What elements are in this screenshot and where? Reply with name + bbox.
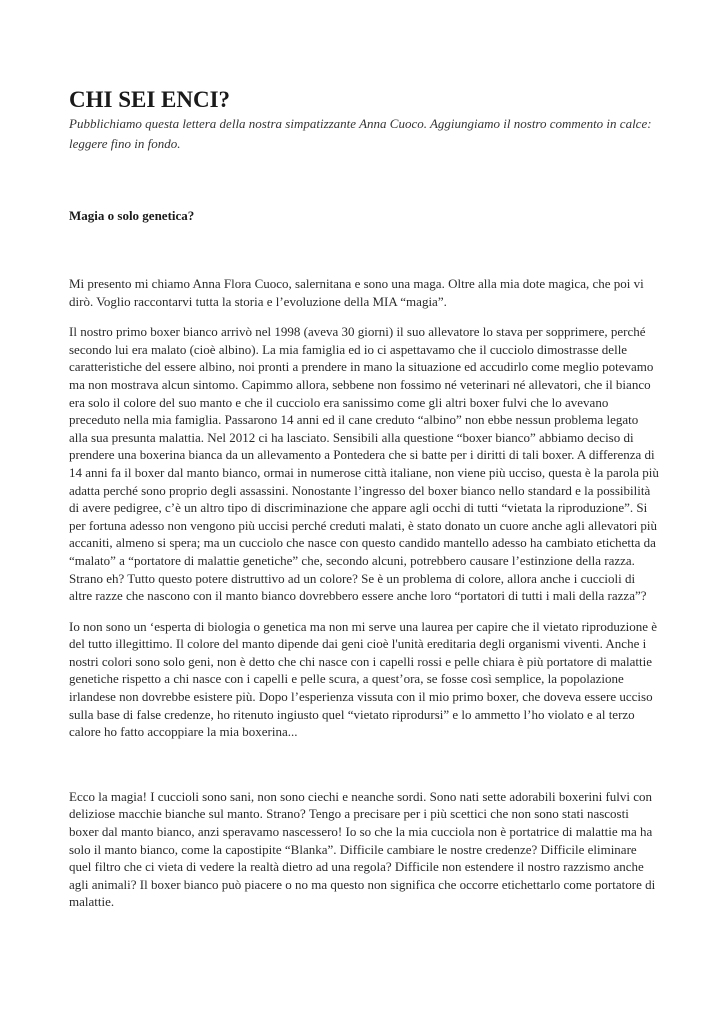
- intro-note: Pubblichiamo questa lettera della nostra simpatizzante Anna Cuoco. Aggiungiamo il nostro commento in calce: leggere fino in fondo.: [69, 116, 652, 151]
- page-title: CHI SEI ENCI?: [69, 87, 231, 112]
- paragraph-magic: Ecco la magia! I cuccioli sono sani, non sono ciechi e neanche sordi. Sono nati sette adorabili boxerini fulvi con deliziose macchie bianche sul manto. Strano? Tengo a precisare per i più scettici che non sono stati nascosti boxer dal manto bianco, anzi speravamo nascessero! Io so che la mia cucciola non è portatrice di malattie ma ha solo il manto bianco, come la capostipite “Blanka”. Difficile cambiare le nostre credenze? Difficile eliminare quel filtro che ci vieta di vedere la realtà dietro ad una regola? Difficile non estendere il nostro razzismo anche agli animali? Il boxer bianco può piacere o no ma questo non significa che occorre etichettarlo come portatore di malattie.: [69, 788, 656, 910]
- document-page: [69, 86, 659, 911]
- paragraph-introduction: Mi presento mi chiamo Anna Flora Cuoco, salernitana e sono una maga. Oltre alla mia dote magica, che poi vi dirò. Voglio raccontarvi tutta la storia e l’evoluzione della MIA “magia”.: [69, 276, 644, 309]
- letter-subtitle: Magia o solo genetica?: [69, 208, 195, 223]
- paragraph-genetics: Io non sono un ‘esperta di biologia o genetica ma non mi serve una laurea per capire che il vietato riproduzione è del tutto illegittimo. Il colore del manto dipende dai geni cioè l'unità ereditaria degli organismi viventi. Anche i nostri colori sono solo geni, non è detto che chi nasce con i capelli rossi e pelle chiara è più portatore di malattie genetiche rispetto a chi nasce con i capelli e pelle scura, a quest’ora, se fosse così semplice, la popolazione irlandese non dovrebbe esistere più. Dopo l’esperienza vissuta con il mio primo boxer, che doveva essere ucciso sulla base di false credenze, ho ritenuto ingiusto quel “vietato riprodursi” e lo ammetto l’ho violato e al terzo calore ho fatto accoppiare la mia boxerina...: [69, 618, 658, 740]
- paragraph-first-boxer: Il nostro primo boxer bianco arrivò nel 1998 (aveva 30 giorni) il suo allevatore lo stava per sopprimere, perché secondo lui era malato (cioè albino). La mia famiglia ed io ci aspettavamo che il cucciolo dimostrasse delle caratteristiche del essere albino, noi pronti a prendere in mano la situazione ed accudirlo come meglio potevamo ma non mostrava alcun sintomo. Capimmo allora, sebbene non fossimo né veterinari né allevatori, che il bianco era solo il colore del suo manto e che il cucciolo era sanissimo come gli altri boxer fulvi che lo avevano preceduto nella mia famiglia. Passarono 14 anni ed il cane creduto “albino” non ebbe nessun problema legato alla sua presunta malattia. Nel 2012 ci ha lasciato. Sensibili alla questione “boxer bianco” abbiamo deciso di prendere una boxerina bianca da un allevamento a Pontedera che si batte per i diritti di tali boxer. A differenza di 14 anni fa il boxer dal manto bianco, ormai in numerose città italiane, non viene più ucciso, questa è la parola più adatta perché sono proprio degli assassini. Nonostante l’ingresso del boxer bianco nello standard e la possibilità di avere pedigree, c’è un altro tipo di discriminazione che appare agli occhi di tutti “vietata la riproduzione”. Si per fortuna adesso non vengono più uccisi perché creduti malati, è stato donato un cuore anche agli allevatori più accaniti, almeno si spera; ma un cucciolo che nasce con questo candido mantello adesso ha cambiato etichetta da “malato” a “portatore di malattie genetiche” che, secondo alcuni, potrebbero causare l’estinzione della razza. Strano eh? Tutto questo potere distruttivo ad un colore? Se è un problema di colore, allora anche i cuccioli di altre razze che nascono con il manto bianco dovrebbero essere anche loro “portatori di tutti i mali della razza”?: [69, 324, 659, 604]
